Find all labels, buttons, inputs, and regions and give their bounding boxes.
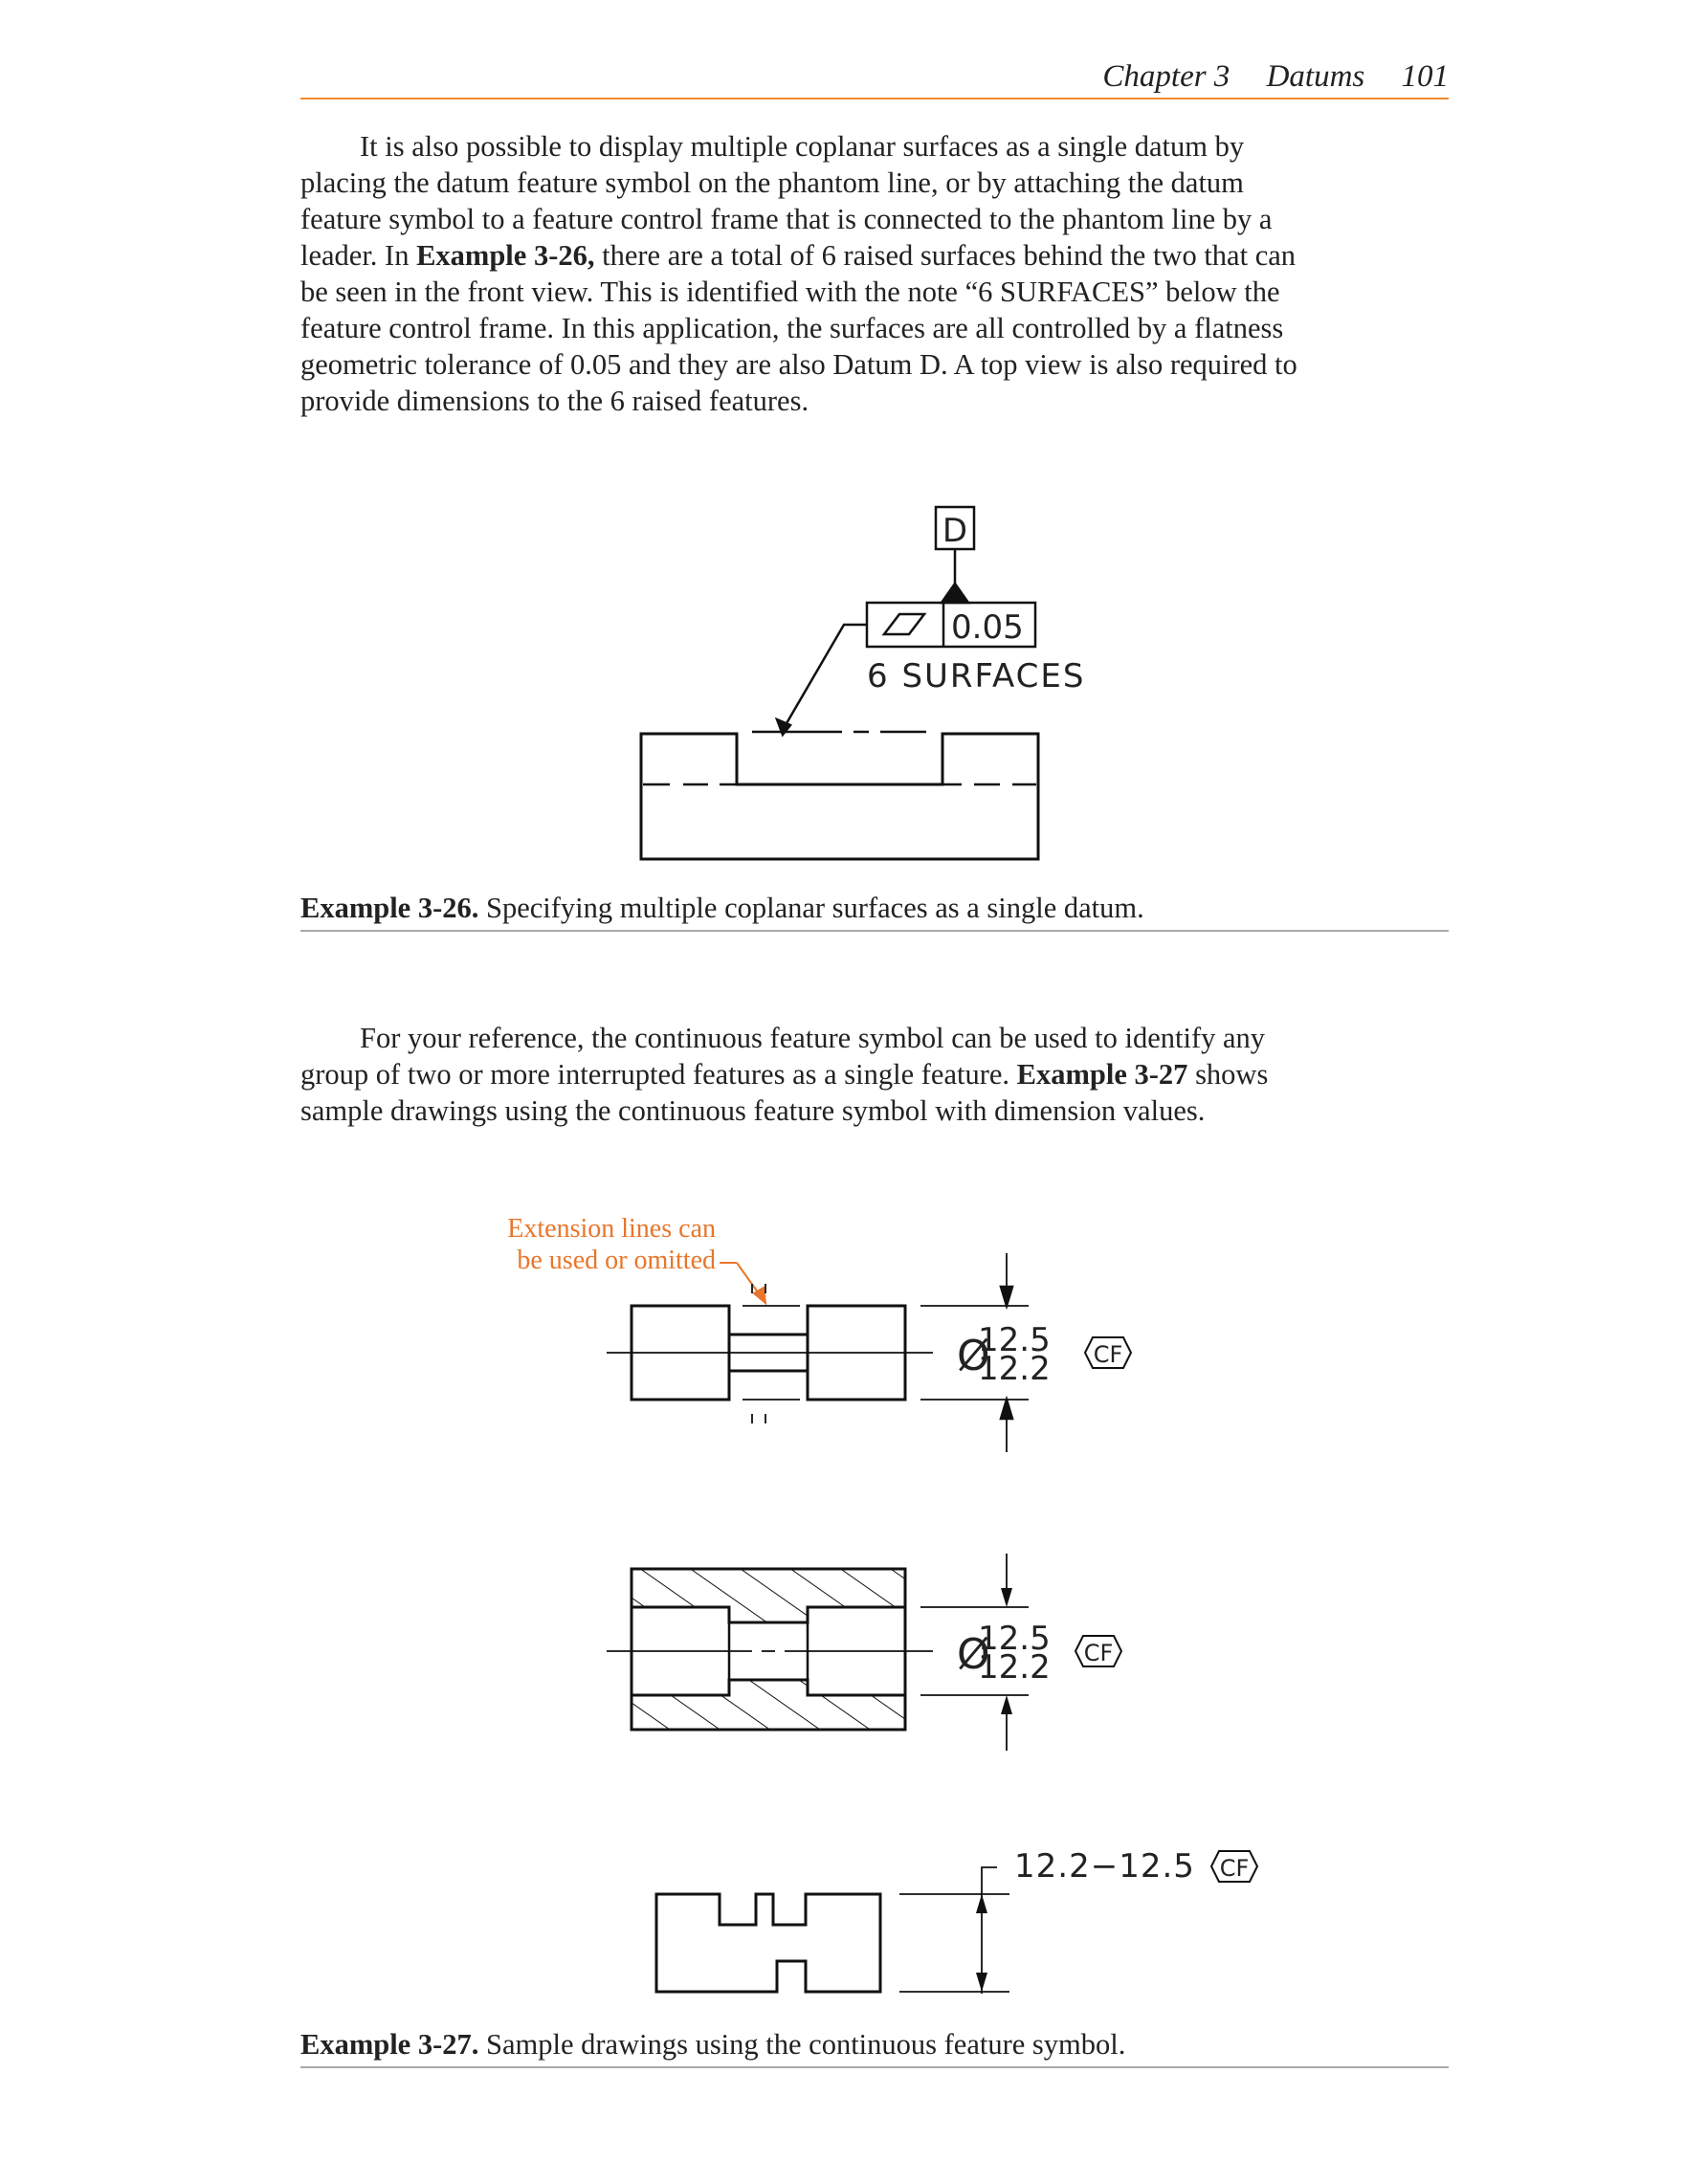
example-reference: Example 3-27 (1016, 1058, 1188, 1091)
datum-letter: D (942, 512, 968, 550)
paragraph-line: geometric tolerance of 0.05 and they are also Datum D. A top view is also required to (300, 348, 1297, 381)
dimension-arrow-icon (1001, 1400, 1012, 1419)
lower-limit: 12.2 (978, 1648, 1051, 1687)
dimension-arrow-icon (1001, 1695, 1012, 1714)
tolerance-value: 0.05 (951, 608, 1024, 647)
diameter-symbol: Ø (957, 1630, 990, 1679)
caption-example-3-27 (300, 2026, 1449, 2068)
caption-text: Specifying multiple coplanar surfaces as a single datum. (478, 892, 1144, 924)
upper-limit: 12.5 (978, 1620, 1051, 1658)
chapter-label: Chapter 3 (1102, 59, 1230, 94)
paragraph-line: placing the datum feature symbol on the phantom line, or by attaching the datum (300, 166, 1244, 199)
extension-lines-callout: Extension lines can be used or omitted (507, 1214, 716, 1275)
example-reference: Example 3-26, (416, 239, 595, 272)
dimension-arrow-icon (1001, 1287, 1012, 1306)
paragraph-line: For your reference, the continuous feature symbol can be used to identify any (360, 1022, 1266, 1054)
paragraph-line: feature symbol to a feature control frame that is connected to the phantom line by a (300, 203, 1273, 235)
dimension-arrow-icon (1001, 1588, 1012, 1607)
section-label: Datums (1266, 59, 1365, 94)
page-number: 101 (1401, 59, 1449, 94)
diameter-symbol: Ø (957, 1332, 990, 1380)
paragraph-line: It is also possible to display multiple coplanar surfaces as a single datum by (360, 130, 1245, 163)
drawing-profile-view (656, 1894, 880, 1992)
cf-symbol-text: CF (1093, 1341, 1123, 1368)
dimension-arrow-icon (976, 1894, 987, 1913)
paragraph-line: sample drawings using the continuous feature symbol with dimension values. (300, 1094, 1206, 1127)
paragraph-line: group of two or more interrupted features as a single feature. Example 3-27 shows (300, 1058, 1269, 1091)
surfaces-note: 6 SURFACES (867, 657, 1086, 695)
caption-label: Example 3-26. (300, 892, 479, 924)
range-dimension: 12.2−12.5 (1014, 1847, 1195, 1886)
dimension-arrow-icon (976, 1973, 987, 1992)
cf-symbol-text: CF (1083, 1640, 1114, 1666)
paragraph-line: feature control frame. In this application, the surfaces are all controlled by a flatness (300, 312, 1284, 344)
caption-label: Example 3-27. (300, 2028, 479, 2061)
lower-limit: 12.2 (978, 1350, 1051, 1388)
paragraph-line: leader. In Example 3-26, there are a total of 6 raised surfaces behind the two that can (300, 239, 1297, 272)
upper-limit: 12.5 (978, 1321, 1051, 1359)
paragraph-line: be seen in the front view. This is identified with the note “6 SURFACES” below the (300, 276, 1280, 308)
caption-text: Sample drawings using the continuous feature symbol. (478, 2028, 1126, 2061)
paragraph-line: provide dimensions to the 6 raised features. (300, 385, 809, 417)
cf-symbol-text: CF (1219, 1855, 1250, 1882)
